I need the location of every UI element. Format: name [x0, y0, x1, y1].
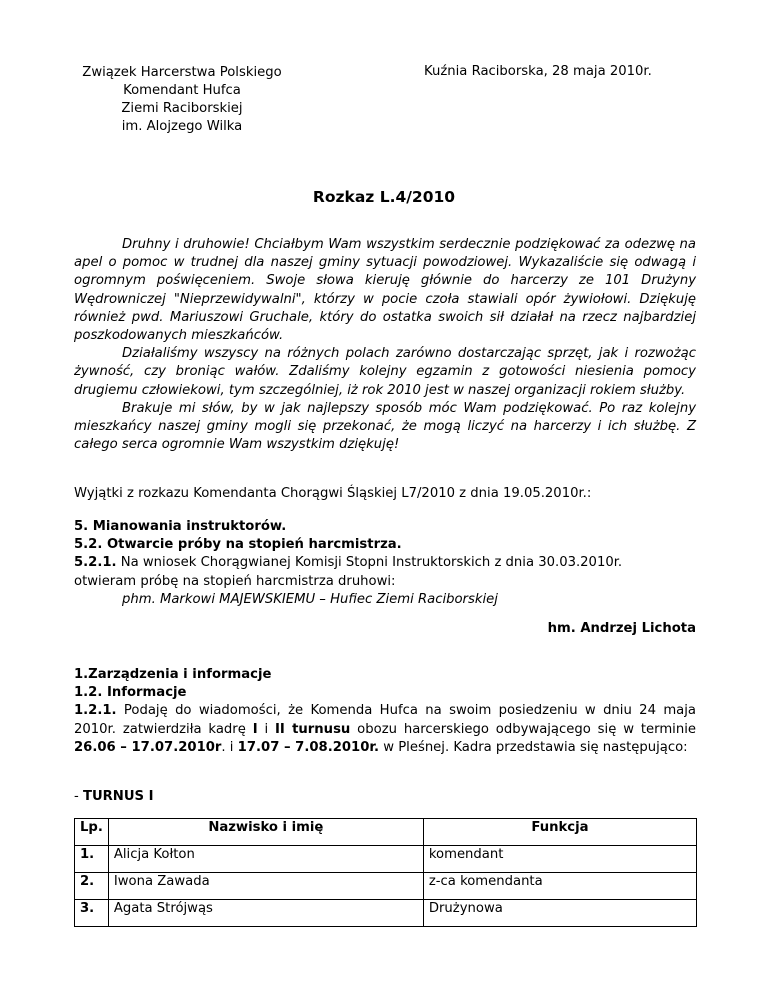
table-row [75, 846, 697, 873]
cell-role: z-ca komendanta [423, 873, 696, 900]
text-part: Podaję do wiadomości, że Komenda Hufca na swoim posiedzeniu w dniu 24 maja 2010r. zatwierdziła kadrę [74, 703, 696, 737]
bold-text: II turnusu [275, 721, 351, 737]
section-text [74, 702, 696, 757]
text-part: i [257, 721, 276, 737]
cell-lp: 3. [75, 900, 109, 927]
signature: hm. Andrzej Lichota [547, 621, 696, 636]
org-line: Ziemi Raciborskiej [121, 101, 243, 116]
bold-text: I [252, 721, 258, 737]
item-number: 5.2.1. [74, 555, 117, 571]
org-line: Komendant Hufca [123, 83, 241, 98]
document-title: Rozkaz L.4/2010 [312, 188, 456, 206]
column-header-role: Funkcja [423, 819, 696, 846]
letter-paragraph: Brakuje mi słów, by w jak najlepszy sposób móc Wam podziękować. Po raz kolejny mieszkańcy naszej gminy mogli się przekonać, że mogą liczyć na harcerzy i ich służbę. Z całego serca ogromnie Wam wszystkim dziękuję! [74, 400, 696, 453]
section-1 [74, 666, 696, 757]
appointed-person: phm. Markowi MAJEWSKIEMU – Hufiec Ziemi Raciborskiej [122, 591, 498, 607]
staff-table [74, 818, 697, 927]
cell-name: Agata Strójwąs [108, 900, 423, 927]
table-row [75, 900, 697, 927]
item-number: 1.2.1. [74, 703, 117, 719]
cell-name: Iwona Zawada [108, 873, 423, 900]
cell-role: Drużynowa [423, 900, 696, 927]
cell-role: komendant [423, 846, 696, 873]
thank-you-letter [74, 236, 696, 454]
table-row [75, 873, 697, 900]
text-part: obozu harcerskiego odbywającego się w terminie [350, 721, 696, 737]
bold-text: 17.07 – 7.08.2010r. [237, 739, 380, 755]
organization-header [62, 64, 302, 136]
cell-lp: 1. [75, 846, 109, 873]
turnus-heading [74, 789, 154, 804]
turnus-label: TURNUS I [82, 789, 154, 804]
letter-paragraph: Druhny i druhowie! Chciałbym Wam wszystkim serdecznie podziękować za odezwę na apel o pomoc w trudnej dla naszej gminy sytuacji powodziowej. Wykazaliście się odwagą i ogromnym poświęceniem. Swoje słowa kieruję głównie do harcerzy ze 101 Drużyny Wędrowniczej "Nieprzewidywalni", którzy w pocie czoła stawiali opór żywiołowi. Dziękuję również pwd. Mariuszowi Gruchale, który do ostatka swoich sił działał na rzecz najbardziej poszkodowanych mieszkańców. [74, 237, 696, 344]
letter-paragraph: Działaliśmy wszyscy na różnych polach zarówno dostarczając sprzęt, jak i rozwożąc żywność, czy broniąc wałów. Zdaliśmy kolejny egzamin z gotowości niesienia pomocy drugiemu człowiekowi, tym szczególniej, iż rok 2010 jest w naszej organizacji rokiem służby. [74, 346, 696, 398]
org-line: Związek Harcerstwa Polskiego [82, 65, 282, 80]
section-text-part: Na wniosek Chorągwianej Komisji Stopni Instruktorskich z dnia 30.03.2010r. [116, 555, 623, 571]
section-heading: 5. Mianowania instruktorów. [74, 519, 287, 534]
turnus-dash: - [74, 789, 83, 804]
section-subheading: 1.2. Informacje [74, 685, 187, 701]
excerpt-intro: Wyjątki z rozkazu Komendanta Chorągwi Śląskiej L7/2010 z dnia 19.05.2010r.: [74, 486, 592, 501]
cell-name: Alicja Kołton [108, 846, 423, 873]
text-part: w Pleśnej. Kadra przedstawia się następująco: [379, 739, 688, 755]
cell-lp: 2. [75, 873, 109, 900]
section-text-line: otwieram próbę na stopień harcmistrza druhowi: [74, 573, 396, 589]
bold-text: 26.06 – 17.07.2010r [74, 739, 222, 755]
section-subheading: 5.2. Otwarcie próby na stopień harcmistrza. [74, 537, 402, 553]
section-text [74, 554, 696, 572]
org-line: im. Alojzego Wilka [121, 119, 243, 134]
column-header-lp: Lp. [75, 819, 109, 846]
section-heading: 1.Zarządzenia i informacje [74, 667, 272, 682]
table-header-row [75, 819, 697, 846]
place-date: Kuźnia Raciborska, 28 maja 2010r. [424, 64, 652, 79]
section-5 [74, 518, 696, 609]
column-header-name: Nazwisko i imię [108, 819, 423, 846]
text-part: . i [221, 739, 238, 755]
